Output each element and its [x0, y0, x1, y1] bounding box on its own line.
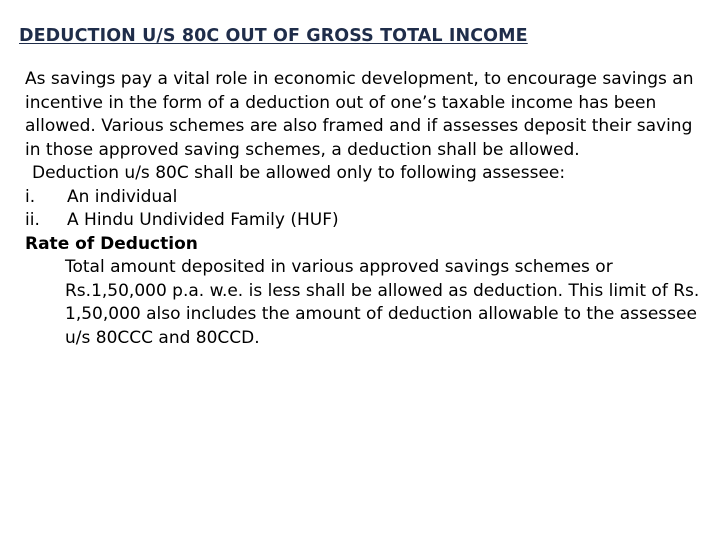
slide-content	[25, 68, 705, 350]
eligibility-line: Deduction u/s 80C shall be allowed only to following assessee:	[32, 163, 566, 183]
intro-paragraph: As savings pay a vital role in economic development, to encourage savings an incentive in the form of a deduction out of one’s taxable income has been allowed. Various schemes are also framed and if assesses deposit their saving in those approved saving schemes, a deduction shall be allowed.	[25, 69, 694, 160]
list-item-text: A Hindu Undivided Family (HUF)	[67, 210, 339, 230]
list-item-text: An individual	[67, 186, 178, 207]
list-marker: i.	[25, 186, 36, 207]
list-marker: ii.	[25, 210, 40, 230]
rate-body: Total amount deposited in various approved savings schemes or Rs.1,50,000 p.a. w.e. is less shall be allowed as deduction. This limit of Rs. 1,50,000 also includes the amount of deduction allowable to the assessee u/s 80CCC and 80CCD.	[65, 257, 700, 348]
slide-title: DEDUCTION U/S 80C OUT OF GROSS TOTAL INCOME	[19, 26, 528, 46]
list-item	[25, 209, 705, 233]
rate-heading: Rate of Deduction	[25, 233, 198, 254]
list-item	[25, 186, 705, 210]
